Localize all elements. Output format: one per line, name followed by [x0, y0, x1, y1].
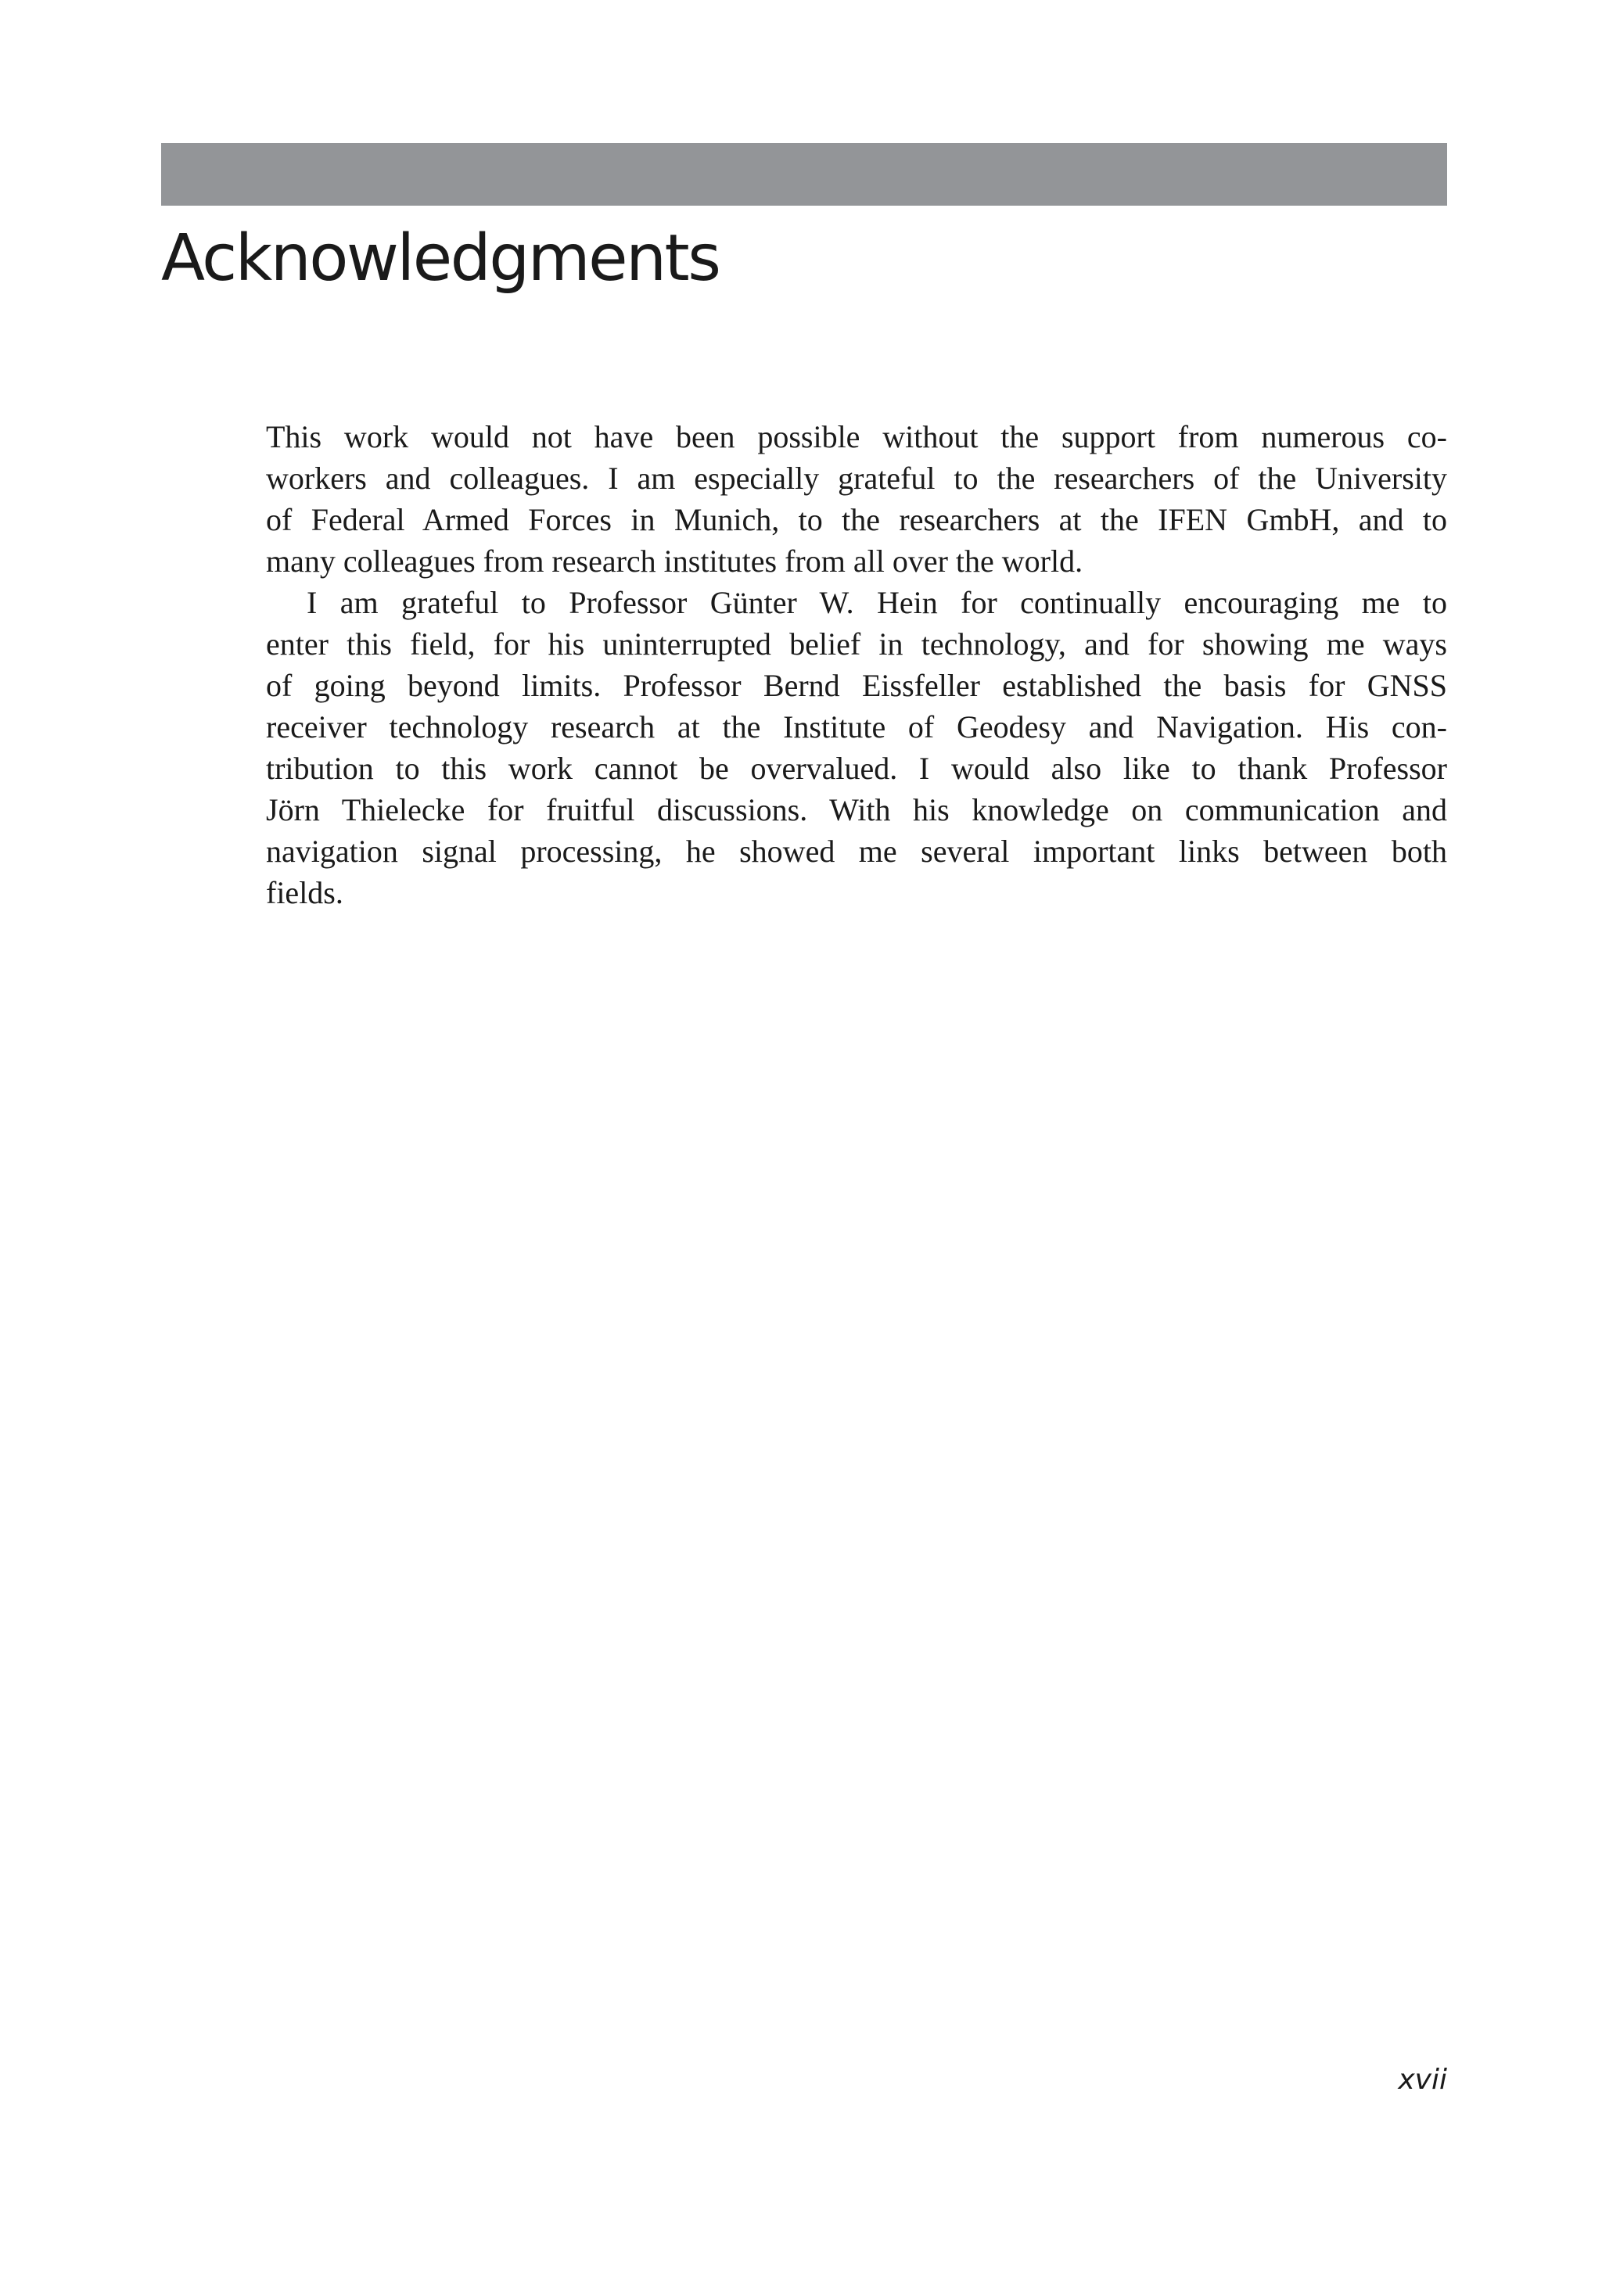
paragraph-1 [266, 416, 1447, 582]
text-line: of Federal Armed Forces in Munich, to the researchers at the IFEN GmbH, and to [266, 502, 1447, 537]
text-line: This work would not have been possible without the support from numerous co- [266, 419, 1447, 454]
chapter-header-bar [161, 143, 1447, 206]
paragraph-2 [266, 582, 1447, 913]
text-line: enter this field, for his uninterrupted belief in technology, and for showing me ways [266, 626, 1447, 662]
text-line: workers and colleagues. I am especially grateful to the researchers of the University [266, 461, 1447, 496]
text-line: receiver technology research at the Institute of Geodesy and Navigation. His con- [266, 709, 1447, 744]
text-line: navigation signal processing, he showed me several important links between both [266, 834, 1447, 869]
chapter-title: Acknowledgments [161, 221, 720, 296]
text-line: many colleagues from research institutes from all over the world. [266, 544, 1083, 579]
text-line: of going beyond limits. Professor Bernd Eissfeller established the basis for GNSS [266, 668, 1447, 703]
text-line: tribution to this work cannot be overvalued. I would also like to thank Professor [266, 751, 1447, 786]
page-number: xvii [1398, 2064, 1447, 2096]
text-line: Jörn Thielecke for fruitful discussions. With his knowledge on communication and [266, 792, 1447, 827]
text-line: I am grateful to Professor Günter W. Hein for continually encouraging me to [307, 585, 1447, 620]
acknowledgments-body [266, 416, 1447, 913]
text-line: fields. [266, 875, 343, 910]
